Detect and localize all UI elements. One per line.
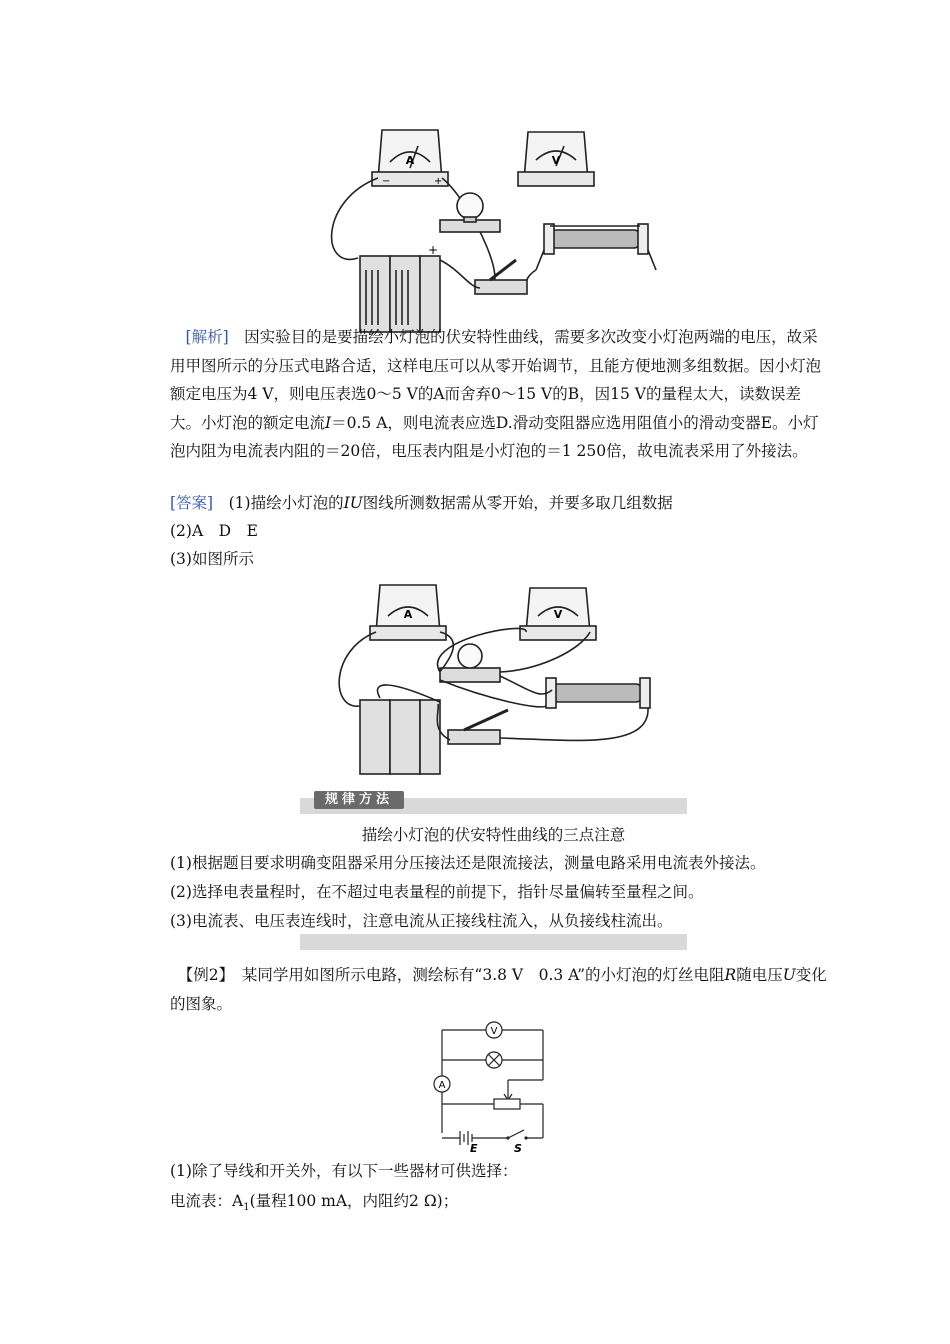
voltmeter-symbol-2: V [553, 608, 563, 621]
example2-tag: 【例2】 [185, 966, 227, 984]
circuit-ammeter-label: A [438, 1080, 446, 1091]
battery-plus-terminal: + [428, 243, 439, 257]
example2-text1: 某同学用如图所示电路，测绘标有“3.8 V 0.3 A”的小灯泡的灯丝电阻 [241, 966, 725, 984]
answer-line-3: (3)如图所示 [170, 550, 254, 568]
ammeter-option-suffix: (量程100 mA，内阻约2 Ω)； [249, 1192, 459, 1210]
voltmeter-symbol-1: V [551, 154, 561, 167]
analysis-text-part2: ＝0.5 A，则电流表应选D.滑动变阻器应选用阻值小的滑动变器E。小灯泡内阻为电流表内阻的＝20倍，电压表内阻是小灯泡的＝1 250倍，故电流表采用了外接法。 [170, 413, 819, 460]
analysis-text-part1: 因实验目的是要描绘小灯泡的伏安特性曲线，需要多次改变小灯泡两端的电压，故采用甲图所示的分压式电路合适，这样电压可以从零开始调节，且能方便地测多组数据。因小灯泡额定电压为4 V，则电压表选0～5 V的A而舍弃0～15 V的B，因15 V的量程太大，读数误差大。小灯泡的额定电流 [170, 328, 822, 432]
example2-paragraph [170, 961, 830, 1018]
apparatus-figure-1 [330, 120, 670, 335]
circuit-diagram [430, 1018, 555, 1153]
circuit-switch-label: S [514, 1142, 522, 1153]
ammeter-symbol-2: A [403, 608, 413, 621]
method-point-3: (3)电流表、电压表连线时，注意电流从正接线柱流入，从负接线柱流出。 [170, 912, 673, 930]
analysis-tag: [解析] [185, 328, 229, 346]
var-U: U [782, 966, 796, 984]
ammeter-symbol-1: A [405, 154, 415, 167]
var-I: I [325, 413, 332, 432]
circuit-voltmeter-label: V [490, 1026, 498, 1037]
method-point-1: (1)根据题目要求明确变阻器采用分压接法还是限流接法，测量电路采用电流表外接法。 [170, 854, 766, 872]
answer-item1-suffix: 图线所测数据需从零开始，并要多取几组数据 [362, 494, 673, 512]
answer-item1-prefix: (1)描绘小灯泡的 [228, 494, 344, 512]
method-banner-label: 规律方法 [314, 791, 404, 809]
answer-line-1 [170, 492, 673, 514]
question-line-2 [170, 1190, 458, 1219]
ammeter-option-prefix: 电流表：A [170, 1192, 244, 1210]
example2-text2: 随电压 [736, 966, 783, 984]
analysis-paragraph [170, 323, 830, 466]
method-title: 描绘小灯泡的伏安特性曲线的三点注意 [361, 826, 626, 844]
ammeter-option-subscript: 1 [243, 1202, 250, 1214]
question-line-1: (1)除了导线和开关外，有以下一些器材可供选择： [170, 1162, 518, 1180]
var-IU: IU [343, 494, 363, 512]
ammeter-minus-terminal: − [382, 176, 391, 187]
method-point-2: (2)选择电表量程时，在不超过电表量程的前提下，指针尽量偏转至量程之间。 [170, 883, 704, 901]
method-banner-bottom [300, 934, 687, 950]
ammeter-plus-terminal: + [434, 176, 443, 187]
example2-text3: 变化的图象。 [170, 966, 827, 1013]
answer-tag: [答案] [170, 494, 214, 512]
var-R: R [724, 966, 737, 984]
apparatus-figure-2 [330, 580, 670, 780]
answer-line-2: (2)A D E [170, 522, 258, 540]
circuit-source-label: E [470, 1142, 478, 1153]
